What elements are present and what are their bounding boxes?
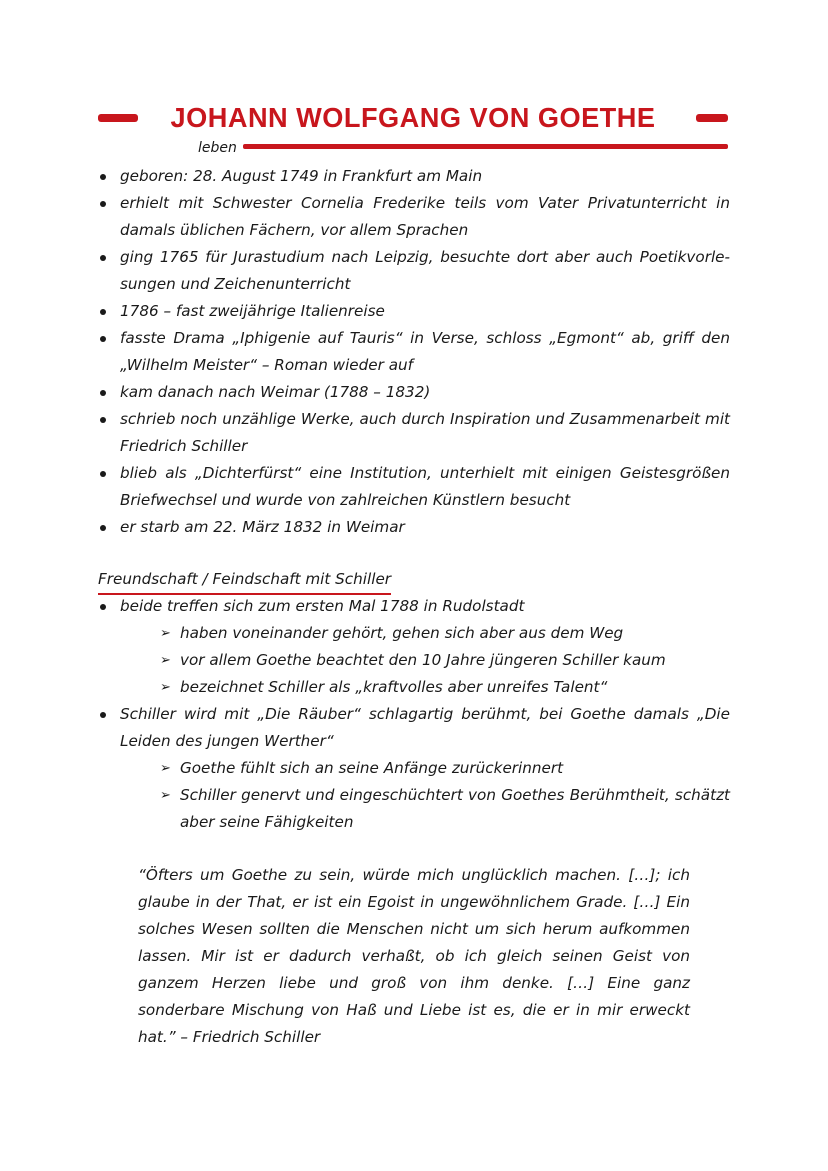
sub-list-item: ➢ Schiller genervt und eingeschüchtert von Goethes Berühmtheit, schätzt aber seine Fähigkeiten [160, 782, 730, 836]
sub-list-item: ➢ Goethe fühlt sich an seine Anfänge zurückerinnert [160, 755, 730, 782]
bullet-icon [100, 604, 106, 610]
friendship-list [98, 593, 730, 836]
bullet-icon [100, 174, 106, 180]
bullet-icon [100, 255, 106, 261]
list-item: geboren: 28. August 1749 in Frankfurt am Main [98, 163, 730, 190]
list-item: schrieb noch unzählige Werke, auch durch Inspiration und Zusammenarbeit mit Friedrich Schiller [98, 406, 730, 460]
bullet-icon [100, 471, 106, 477]
list-item: blieb als „Dichterfürst“ eine Institution, unterhielt mit einigen Geistesgrößen Briefwechsel und wurde von zahlreichen Künstlern besucht [98, 460, 730, 514]
sub-list-item: ➢ vor allem Goethe beachtet den 10 Jahre jüngeren Schiller kaum [160, 647, 730, 674]
list-item: beide treffen sich zum ersten Mal 1788 in Rudolstadt ➢ haben voneinander gehört, gehen sich aber aus dem Weg ➢ vor allem Goethe beachtet den 10 Jahre jüngeren Schiller kaum ➢ bezeichnet Schiller als „kraftvolles aber unreifes Talent“ [98, 593, 730, 701]
schiller-quote [138, 862, 690, 1051]
bullet-icon [100, 390, 106, 396]
list-item: ging 1765 für Jurastudium nach Leipzig, besuchte dort aber auch Poetikvorle-sungen und Zeichenunterricht [98, 244, 730, 298]
title-banner [98, 100, 728, 136]
list-item: erhielt mit Schwester Cornelia Frederike teils vom Vater Privatunterricht in damals üblichen Fächern, vor allem Sprachen [98, 190, 730, 244]
subtitle-row [98, 138, 728, 158]
arrow-bullet-icon: ➢ [160, 653, 171, 668]
bullet-icon [100, 309, 106, 315]
sub-list-item: ➢ haben voneinander gehört, gehen sich aber aus dem Weg [160, 620, 730, 647]
bullet-icon [100, 201, 106, 207]
arrow-bullet-icon: ➢ [160, 680, 171, 695]
arrow-bullet-icon: ➢ [160, 626, 171, 641]
quote-text: “Öfters um Goethe zu sein, würde mich unglücklich machen. […]; ich glaube in der That, er ist ein Egoist in ungewöhnlichem Grade. […] Ein solches Wesen sollten die Menschen nicht um sich herum aufkommen lassen. Mir ist er dadurch verhaßt, ob ich gleich seinen Geist von ganzem Herzen liebe und groß von ihm denke. […] Eine ganz sonderbare Mischung von Haß und Liebe ist es, die er in mir erweckt hat.” [138, 866, 690, 1046]
sub-list [120, 755, 730, 836]
subtitle: leben [198, 140, 237, 156]
list-item: Schiller wird mit „Die Räuber“ schlagartig berühmt, bei Goethe damals „Die Leiden des jungen Werther“ ➢ Goethe fühlt sich an seine Anfänge zurückerinnert ➢ Schiller genervt und eingeschüchtert von Goethes Berühmtheit, schätzt aber seine Fähigkeiten [98, 701, 730, 836]
arrow-bullet-icon: ➢ [160, 788, 171, 803]
arrow-bullet-icon: ➢ [160, 761, 171, 776]
list-item: 1786 – fast zweijährige Italienreise [98, 298, 730, 325]
page-title: JOHANN WOLFGANG VON GOETHE [170, 102, 656, 133]
quote-attribution: – Friedrich Schiller [180, 1028, 321, 1046]
sub-list-item: ➢ bezeichnet Schiller als „kraftvolles aber unreifes Talent“ [160, 674, 730, 701]
bullet-icon [100, 417, 106, 423]
bullet-icon [100, 336, 106, 342]
section-heading: Freundschaft / Feindschaft mit Schiller [98, 566, 391, 595]
list-item: kam danach nach Weimar (1788 – 1832) [98, 379, 730, 406]
bullet-icon [100, 712, 106, 718]
sub-list [120, 620, 730, 701]
subtitle-underline [243, 144, 728, 149]
list-item: fasste Drama „Iphigenie auf Tauris“ in Verse, schloss „Egmont“ ab, griff den „Wilhelm Meister“ – Roman wieder auf [98, 325, 730, 379]
life-list [98, 163, 730, 541]
list-item: er starb am 22. März 1832 in Weimar [98, 514, 730, 541]
bullet-icon [100, 525, 106, 531]
